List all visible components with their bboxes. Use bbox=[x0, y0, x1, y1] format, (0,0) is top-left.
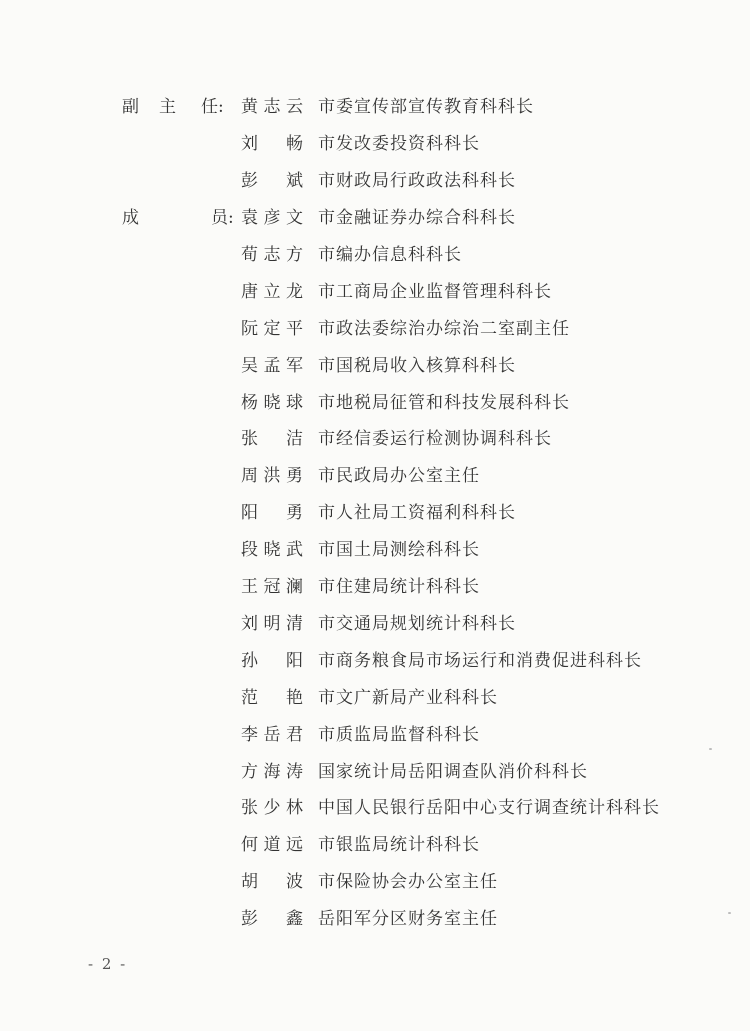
member-position: 市商务粮食局市场运行和消费促进科科长 bbox=[318, 650, 642, 671]
scan-speck bbox=[709, 748, 712, 750]
member-name: 彭 斌 bbox=[241, 170, 303, 191]
member-row bbox=[0, 904, 750, 934]
member-name: 刘 明 清 bbox=[241, 613, 303, 634]
role-label-char: 副 bbox=[122, 97, 139, 117]
member-row bbox=[0, 572, 750, 602]
member-row bbox=[0, 867, 750, 897]
member-position: 市民政局办公室主任 bbox=[318, 466, 480, 487]
member-row bbox=[0, 793, 750, 823]
member-row bbox=[0, 388, 750, 418]
member-row bbox=[0, 314, 750, 344]
member-row bbox=[0, 92, 750, 122]
member-row bbox=[0, 535, 750, 565]
member-row bbox=[0, 757, 750, 787]
member-name: 周 洪 勇 bbox=[241, 466, 303, 487]
role-label-char: 员: bbox=[211, 208, 234, 228]
member-position: 市交通局规划统计科科长 bbox=[318, 613, 516, 634]
member-position: 市保险协会办公室主任 bbox=[318, 872, 498, 893]
member-name: 刘 畅 bbox=[241, 133, 303, 154]
member-position: 市住建局统计科科长 bbox=[318, 577, 480, 597]
member-position: 市金融证券办综合科科长 bbox=[318, 208, 516, 228]
member-name: 阳 勇 bbox=[241, 503, 303, 524]
member-position: 市发改委投资科科长 bbox=[318, 133, 480, 154]
member-position: 市文广新局产业科科长 bbox=[318, 687, 498, 708]
member-name: 胡 波 bbox=[241, 872, 303, 893]
member-name: 阮 定 平 bbox=[241, 318, 303, 339]
page-number: - 2 - bbox=[88, 955, 128, 973]
member-name: 段 晓 武 bbox=[241, 540, 303, 561]
member-row bbox=[0, 277, 750, 307]
scan-speck bbox=[728, 912, 731, 914]
member-position: 市工商局企业监督管理科科长 bbox=[318, 281, 552, 302]
member-row bbox=[0, 166, 750, 196]
member-name: 李 岳 君 bbox=[241, 724, 303, 745]
member-name: 范 艳 bbox=[241, 687, 303, 708]
member-row bbox=[0, 240, 750, 270]
member-position: 市质监局监督科科长 bbox=[318, 724, 480, 745]
member-name: 吴 孟 军 bbox=[241, 355, 303, 376]
member-position: 市地税局征管和科技发展科科长 bbox=[318, 392, 570, 413]
role-label-char: 成 bbox=[122, 208, 139, 228]
member-name: 袁 彦 文 bbox=[241, 208, 303, 228]
member-name: 张 少 林 bbox=[241, 798, 303, 819]
member-position: 岳阳军分区财务室主任 bbox=[318, 909, 498, 930]
member-position: 市银监局统计科科长 bbox=[318, 835, 480, 856]
member-row bbox=[0, 720, 750, 750]
member-name: 王 冠 澜 bbox=[241, 577, 303, 597]
member-row bbox=[0, 830, 750, 860]
member-name: 孙 阳 bbox=[241, 650, 303, 671]
member-name: 方 海 涛 bbox=[241, 761, 303, 782]
member-position: 市经信委运行检测协调科科长 bbox=[318, 429, 552, 450]
member-position: 市政法委综治办综治二室副主任 bbox=[318, 318, 570, 339]
member-row bbox=[0, 609, 750, 639]
member-position: 市国税局收入核算科科长 bbox=[318, 355, 516, 376]
member-name: 唐 立 龙 bbox=[241, 281, 303, 302]
member-position: 市国土局测绘科科长 bbox=[318, 540, 480, 561]
member-position: 市编办信息科科长 bbox=[318, 244, 462, 265]
member-row bbox=[0, 203, 750, 233]
role-label-char: 任: bbox=[201, 97, 224, 117]
member-row bbox=[0, 351, 750, 381]
member-row bbox=[0, 461, 750, 491]
member-row bbox=[0, 498, 750, 528]
member-name: 黄 志 云 bbox=[241, 97, 303, 117]
member-position: 市委宣传部宣传教育科科长 bbox=[318, 97, 534, 117]
member-row bbox=[0, 683, 750, 713]
member-row bbox=[0, 129, 750, 159]
member-row bbox=[0, 646, 750, 676]
member-name: 彭 鑫 bbox=[241, 909, 303, 930]
member-position: 市财政局行政政法科科长 bbox=[318, 170, 516, 191]
member-name: 张 洁 bbox=[241, 429, 303, 450]
member-position: 市人社局工资福利科科长 bbox=[318, 503, 516, 524]
role-label-char: 主 bbox=[159, 97, 176, 117]
member-name: 荀 志 方 bbox=[241, 244, 303, 265]
member-row bbox=[0, 424, 750, 454]
member-name: 杨 晓 球 bbox=[241, 392, 303, 413]
member-position: 国家统计局岳阳调查队消价科科长 bbox=[318, 761, 588, 782]
member-name: 何 道 远 bbox=[241, 835, 303, 856]
member-position: 中国人民银行岳阳中心支行调查统计科科长 bbox=[318, 798, 660, 819]
